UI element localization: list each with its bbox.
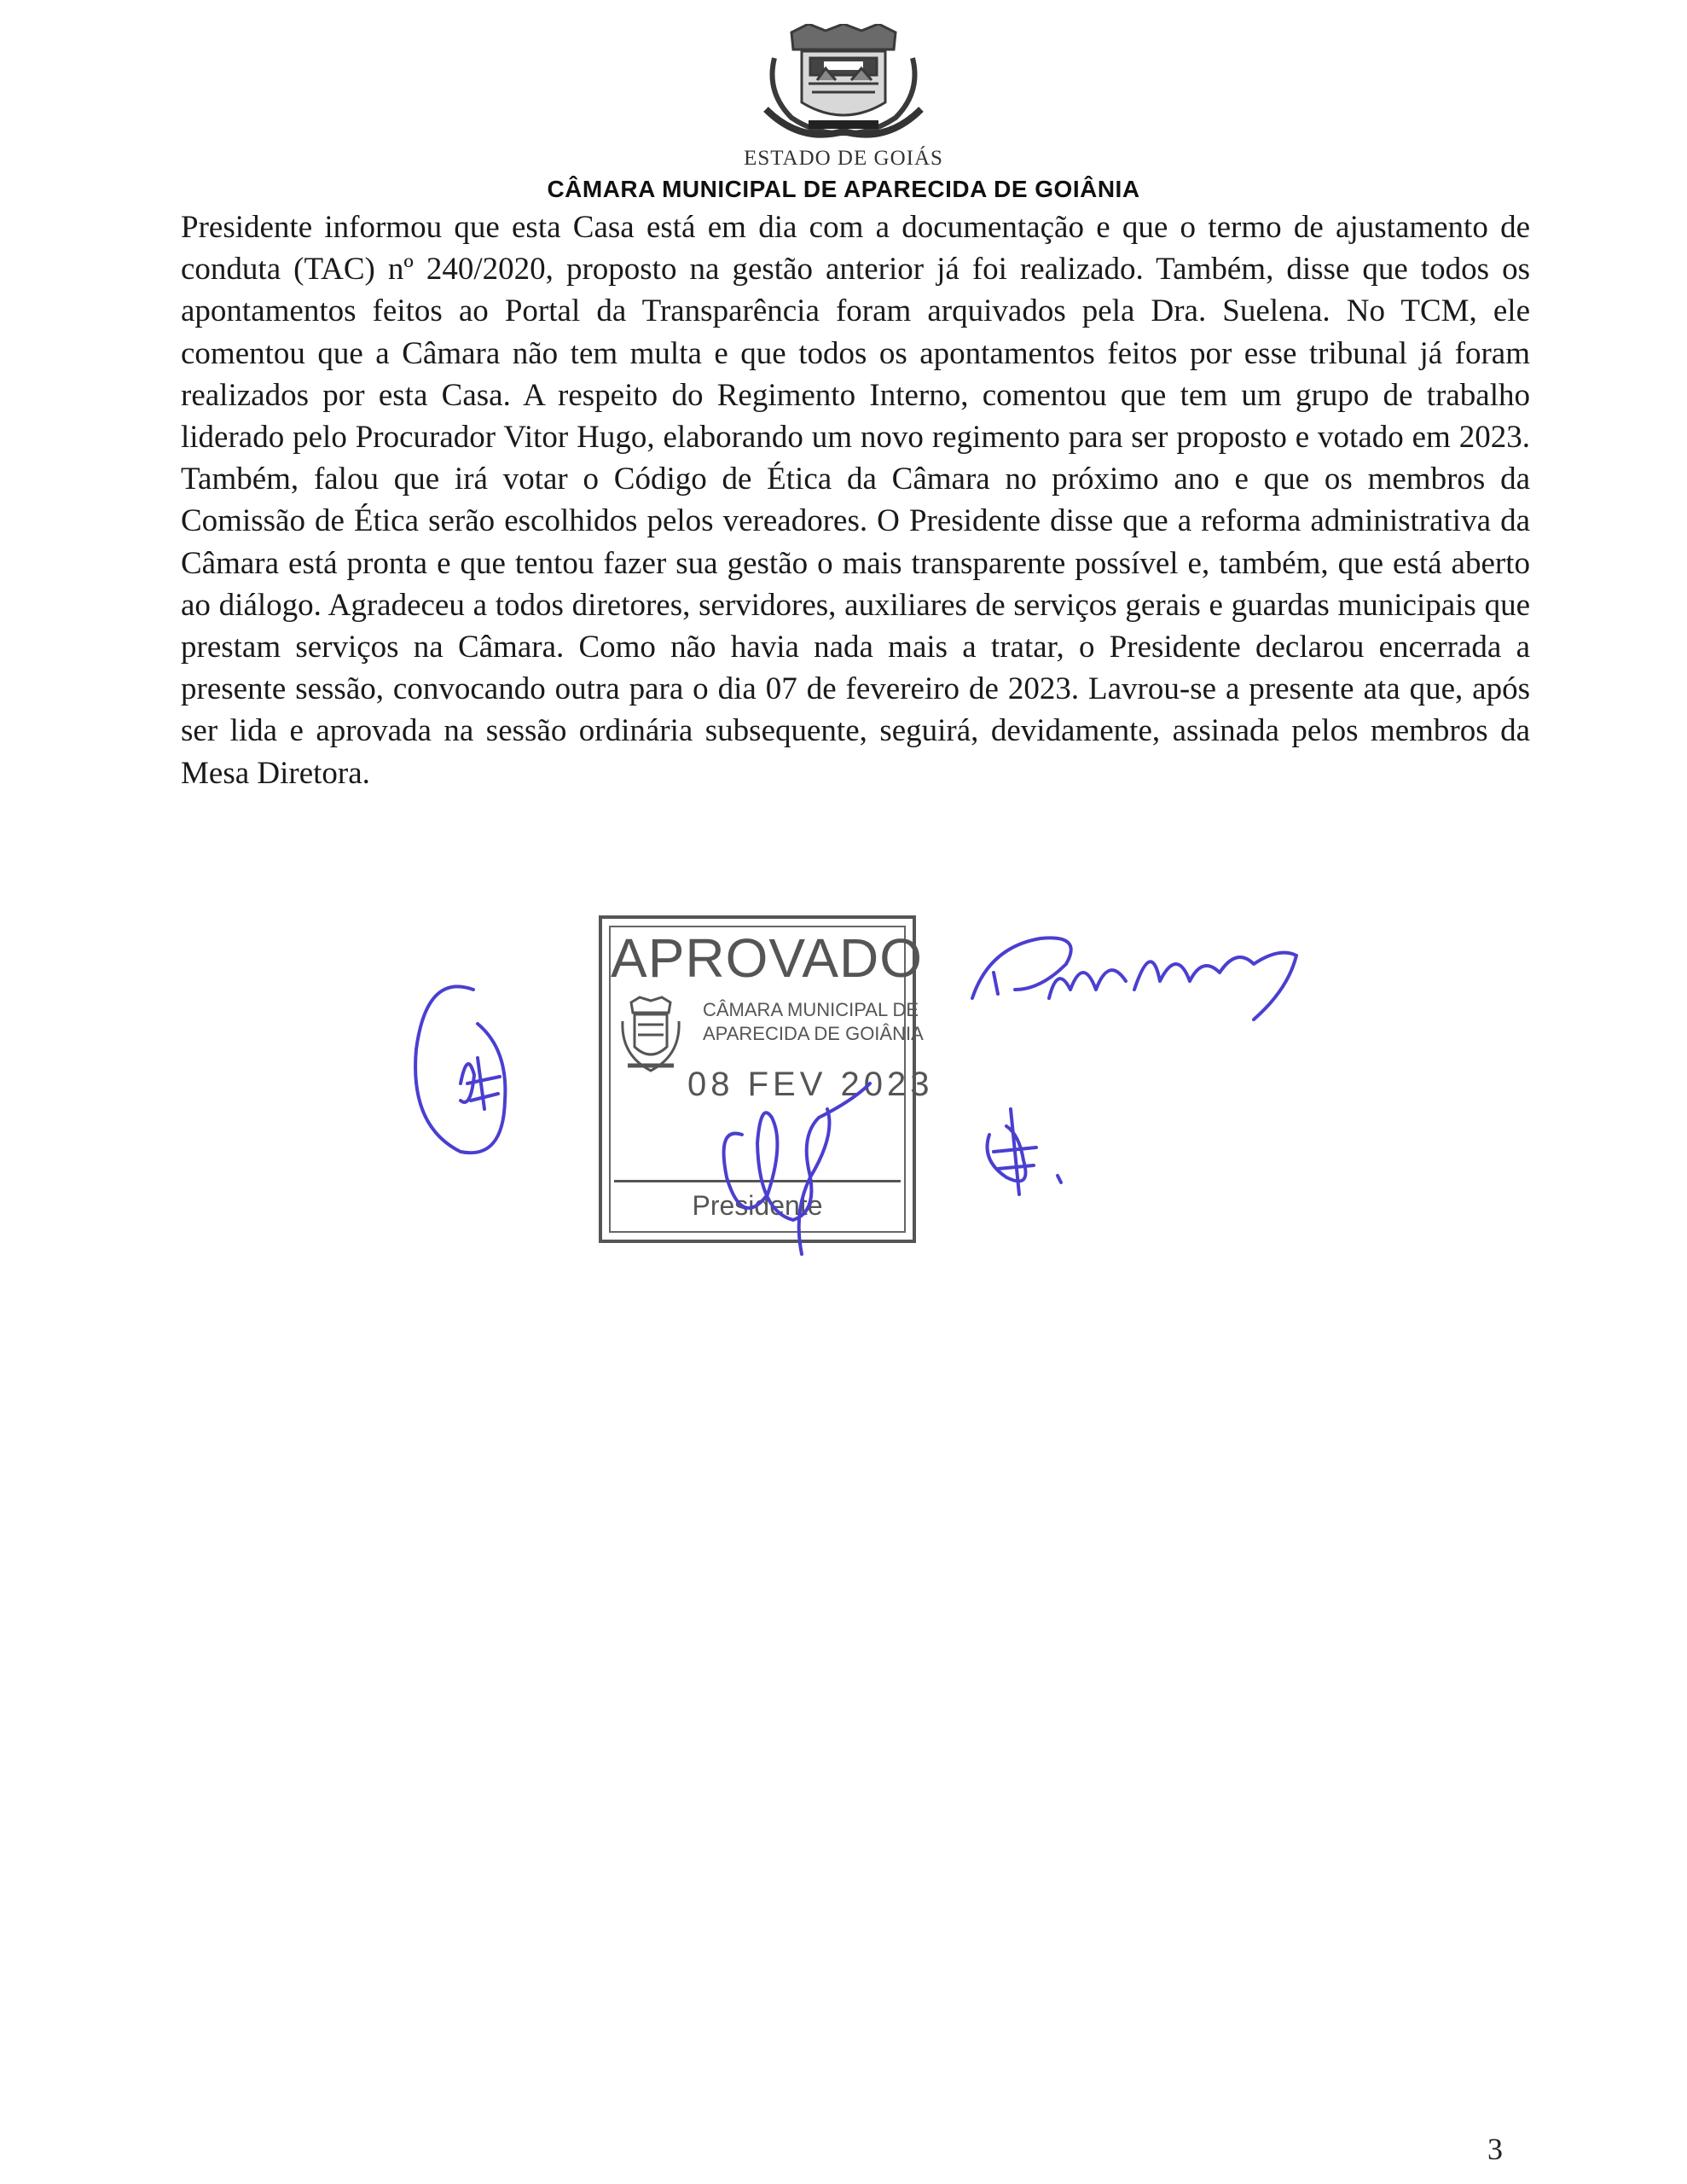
page-number: 3 bbox=[1487, 2132, 1503, 2166]
stamp-seal-icon bbox=[619, 996, 682, 1077]
stamp-date: 08 FEV 2023 bbox=[687, 1066, 934, 1103]
minutes-paragraph: Presidente informou que esta Casa está em dia com a documentação e que o termo de ajustamento de conduta (TAC) nº 240/2020, proposto na gestão anterior já foi realizado. Também, disse que todos os apontamentos feitos ao Portal da Transparência foram arquivados pela Dra. Suelena. No TCM, ele comentou que a Câmara não tem multa e que todos os apontamentos feitos por esse tribunal já foram realizados por esta Casa. A respeito do Regimento Interno, comentou que tem um grupo de trabalho liderado pelo Procurador Vitor Hugo, elaborando um novo regimento para ser proposto e votado em 2023. Também, falou que irá votar o Código de Ética da Câmara no próximo ano e que os membros da Comissão de Ética serão escolhidos pelos vereadores. O Presidente disse que a reforma administrativa da Câmara está pronta e que tentou fazer sua gestão o mais transparente possível e, também, que está aberto ao diálogo. Agradeceu a todos diretores, servidores, auxiliares de serviços gerais e guardas municipais que prestam serviços na Câmara. Como não havia nada mais a tratar, o Presidente declarou encerrada a presente sessão, convocando outra para o dia 07 de fevereiro de 2023. Lavrou-se a presente ata que, após ser lida e aprovada na sessão ordinária subsequente, seguirá, devidamente, assinada pelos membros da Mesa Diretora. bbox=[181, 210, 1530, 791]
stamp-signature-line bbox=[614, 1180, 901, 1182]
signature-right-top bbox=[972, 938, 1296, 1019]
stamp-org-line-1: CÂMARA MUNICIPAL DE bbox=[703, 999, 919, 1020]
signature-left bbox=[415, 986, 505, 1153]
stamp-title: APROVADO bbox=[611, 927, 923, 989]
approval-stamp bbox=[599, 915, 934, 1243]
chamber-name: CÂMARA MUNICIPAL DE APARECIDA DE GOIÂNIA bbox=[547, 176, 1140, 202]
stamp-role: Presidente bbox=[692, 1190, 823, 1221]
stamp-org-line-2: APARECIDA DE GOIÂNIA bbox=[703, 1023, 924, 1044]
municipal-coat-of-arms-icon bbox=[757, 24, 930, 143]
state-name: ESTADO DE GOIÁS bbox=[744, 147, 943, 170]
signature-right-bottom bbox=[988, 1109, 1062, 1194]
